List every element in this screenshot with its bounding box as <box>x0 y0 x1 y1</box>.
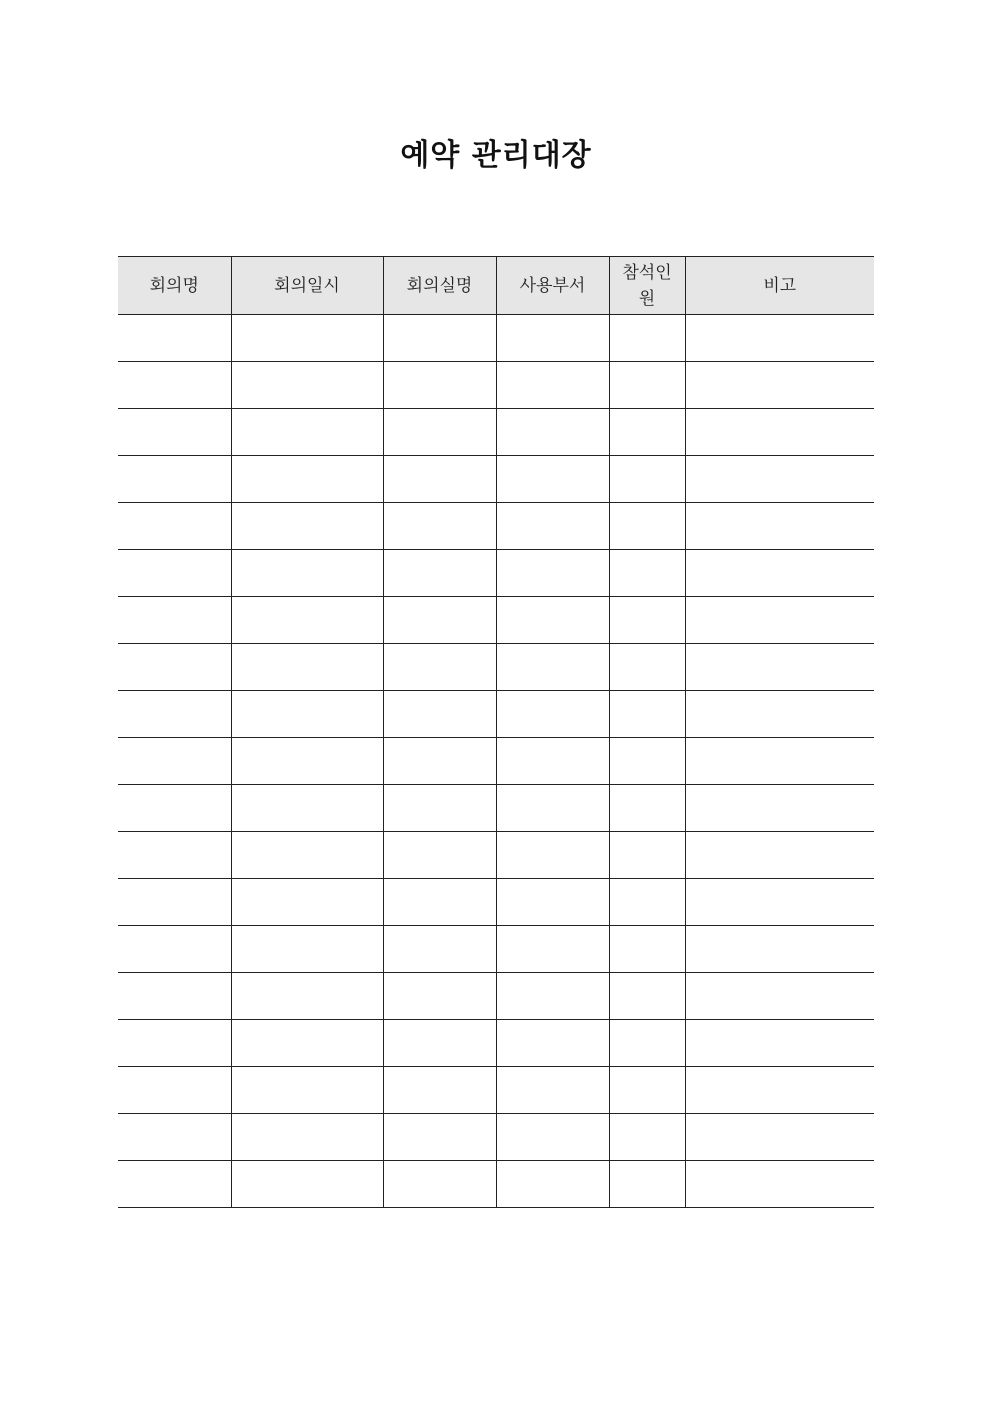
cell-meeting-name[interactable] <box>118 879 231 926</box>
cell-attendees[interactable] <box>609 1161 685 1208</box>
cell-attendees[interactable] <box>609 832 685 879</box>
cell-attendees[interactable] <box>609 315 685 362</box>
cell-department[interactable] <box>496 362 609 409</box>
cell-meeting-name[interactable] <box>118 973 231 1020</box>
cell-room-name[interactable] <box>383 362 496 409</box>
cell-meeting-name[interactable] <box>118 644 231 691</box>
cell-meeting-name[interactable] <box>118 550 231 597</box>
cell-remarks[interactable] <box>685 879 874 926</box>
cell-meeting-datetime[interactable] <box>231 644 383 691</box>
header-room-name: 회의실명 <box>383 257 496 315</box>
cell-attendees[interactable] <box>609 550 685 597</box>
cell-remarks[interactable] <box>685 362 874 409</box>
cell-remarks[interactable] <box>685 691 874 738</box>
cell-remarks[interactable] <box>685 597 874 644</box>
cell-meeting-datetime[interactable] <box>231 1161 383 1208</box>
header-meeting-datetime: 회의일시 <box>231 257 383 315</box>
cell-room-name[interactable] <box>383 926 496 973</box>
cell-department[interactable] <box>496 973 609 1020</box>
cell-remarks[interactable] <box>685 644 874 691</box>
cell-meeting-datetime[interactable] <box>231 456 383 503</box>
cell-meeting-name[interactable] <box>118 362 231 409</box>
cell-department[interactable] <box>496 456 609 503</box>
cell-department[interactable] <box>496 738 609 785</box>
cell-remarks[interactable] <box>685 1020 874 1067</box>
cell-meeting-datetime[interactable] <box>231 926 383 973</box>
cell-remarks[interactable] <box>685 1161 874 1208</box>
cell-department[interactable] <box>496 879 609 926</box>
cell-room-name[interactable] <box>383 738 496 785</box>
cell-room-name[interactable] <box>383 691 496 738</box>
table-row <box>118 315 874 362</box>
cell-attendees[interactable] <box>609 926 685 973</box>
table-row <box>118 597 874 644</box>
cell-remarks[interactable] <box>685 832 874 879</box>
cell-attendees[interactable] <box>609 597 685 644</box>
cell-room-name[interactable] <box>383 644 496 691</box>
table-row <box>118 832 874 879</box>
table-header <box>118 257 874 315</box>
cell-meeting-datetime[interactable] <box>231 503 383 550</box>
cell-attendees[interactable] <box>609 644 685 691</box>
cell-department[interactable] <box>496 691 609 738</box>
header-remarks: 비고 <box>685 257 874 315</box>
table-row <box>118 738 874 785</box>
cell-meeting-name[interactable] <box>118 409 231 456</box>
cell-meeting-name[interactable] <box>118 738 231 785</box>
cell-attendees[interactable] <box>609 691 685 738</box>
cell-department[interactable] <box>496 926 609 973</box>
cell-remarks[interactable] <box>685 1067 874 1114</box>
reservation-ledger-table <box>118 256 874 1208</box>
cell-remarks[interactable] <box>685 550 874 597</box>
cell-meeting-datetime[interactable] <box>231 832 383 879</box>
cell-room-name[interactable] <box>383 785 496 832</box>
cell-attendees[interactable] <box>609 1114 685 1161</box>
table-row <box>118 550 874 597</box>
cell-room-name[interactable] <box>383 1020 496 1067</box>
table-row <box>118 879 874 926</box>
cell-department[interactable] <box>496 1161 609 1208</box>
cell-meeting-name[interactable] <box>118 597 231 644</box>
cell-room-name[interactable] <box>383 973 496 1020</box>
cell-department[interactable] <box>496 409 609 456</box>
cell-remarks[interactable] <box>685 738 874 785</box>
cell-room-name[interactable] <box>383 1161 496 1208</box>
cell-department[interactable] <box>496 1020 609 1067</box>
cell-department[interactable] <box>496 550 609 597</box>
header-meeting-name: 회의명 <box>118 257 231 315</box>
cell-department[interactable] <box>496 315 609 362</box>
cell-meeting-datetime[interactable] <box>231 362 383 409</box>
cell-room-name[interactable] <box>383 315 496 362</box>
cell-meeting-name[interactable] <box>118 1161 231 1208</box>
cell-room-name[interactable] <box>383 503 496 550</box>
cell-room-name[interactable] <box>383 550 496 597</box>
cell-department[interactable] <box>496 832 609 879</box>
table-row <box>118 362 874 409</box>
table-row <box>118 691 874 738</box>
cell-remarks[interactable] <box>685 315 874 362</box>
table-row <box>118 503 874 550</box>
cell-remarks[interactable] <box>685 409 874 456</box>
cell-meeting-name[interactable] <box>118 691 231 738</box>
cell-room-name[interactable] <box>383 456 496 503</box>
cell-meeting-name[interactable] <box>118 926 231 973</box>
cell-attendees[interactable] <box>609 785 685 832</box>
table-body <box>118 315 874 1208</box>
cell-remarks[interactable] <box>685 1114 874 1161</box>
cell-department[interactable] <box>496 1067 609 1114</box>
table-row <box>118 1020 874 1067</box>
table-row <box>118 1114 874 1161</box>
cell-room-name[interactable] <box>383 409 496 456</box>
cell-remarks[interactable] <box>685 785 874 832</box>
cell-remarks[interactable] <box>685 926 874 973</box>
cell-attendees[interactable] <box>609 409 685 456</box>
cell-room-name[interactable] <box>383 597 496 644</box>
cell-meeting-name[interactable] <box>118 1067 231 1114</box>
cell-department[interactable] <box>496 644 609 691</box>
cell-attendees[interactable] <box>609 1067 685 1114</box>
table-row <box>118 1161 874 1208</box>
cell-room-name[interactable] <box>383 1067 496 1114</box>
cell-meeting-name[interactable] <box>118 785 231 832</box>
cell-meeting-datetime[interactable] <box>231 550 383 597</box>
table-row <box>118 409 874 456</box>
table-row <box>118 785 874 832</box>
cell-meeting-datetime[interactable] <box>231 315 383 362</box>
table-row <box>118 926 874 973</box>
table-row <box>118 456 874 503</box>
cell-meeting-datetime[interactable] <box>231 1067 383 1114</box>
cell-meeting-name[interactable] <box>118 315 231 362</box>
cell-meeting-datetime[interactable] <box>231 691 383 738</box>
table-row <box>118 1067 874 1114</box>
cell-meeting-datetime[interactable] <box>231 409 383 456</box>
cell-meeting-datetime[interactable] <box>231 1020 383 1067</box>
cell-attendees[interactable] <box>609 1020 685 1067</box>
cell-meeting-datetime[interactable] <box>231 1114 383 1161</box>
cell-attendees[interactable] <box>609 973 685 1020</box>
cell-department[interactable] <box>496 1114 609 1161</box>
cell-remarks[interactable] <box>685 503 874 550</box>
cell-room-name[interactable] <box>383 832 496 879</box>
cell-room-name[interactable] <box>383 1114 496 1161</box>
cell-attendees[interactable] <box>609 456 685 503</box>
cell-meeting-name[interactable] <box>118 1114 231 1161</box>
cell-meeting-datetime[interactable] <box>231 738 383 785</box>
header-attendees: 참석인원 <box>609 257 685 315</box>
cell-attendees[interactable] <box>609 879 685 926</box>
cell-meeting-datetime[interactable] <box>231 879 383 926</box>
cell-meeting-datetime[interactable] <box>231 973 383 1020</box>
cell-attendees[interactable] <box>609 362 685 409</box>
cell-meeting-datetime[interactable] <box>231 785 383 832</box>
cell-meeting-name[interactable] <box>118 832 231 879</box>
table-row <box>118 644 874 691</box>
cell-department[interactable] <box>496 785 609 832</box>
header-row <box>118 257 874 315</box>
cell-attendees[interactable] <box>609 503 685 550</box>
cell-remarks[interactable] <box>685 456 874 503</box>
cell-meeting-name[interactable] <box>118 503 231 550</box>
cell-department[interactable] <box>496 503 609 550</box>
cell-department[interactable] <box>496 597 609 644</box>
cell-meeting-name[interactable] <box>118 456 231 503</box>
page-title: 예약 관리대장 <box>400 138 592 173</box>
cell-room-name[interactable] <box>383 879 496 926</box>
cell-remarks[interactable] <box>685 973 874 1020</box>
table-row <box>118 973 874 1020</box>
cell-attendees[interactable] <box>609 738 685 785</box>
cell-meeting-name[interactable] <box>118 1020 231 1067</box>
cell-meeting-datetime[interactable] <box>231 597 383 644</box>
header-department: 사용부서 <box>496 257 609 315</box>
